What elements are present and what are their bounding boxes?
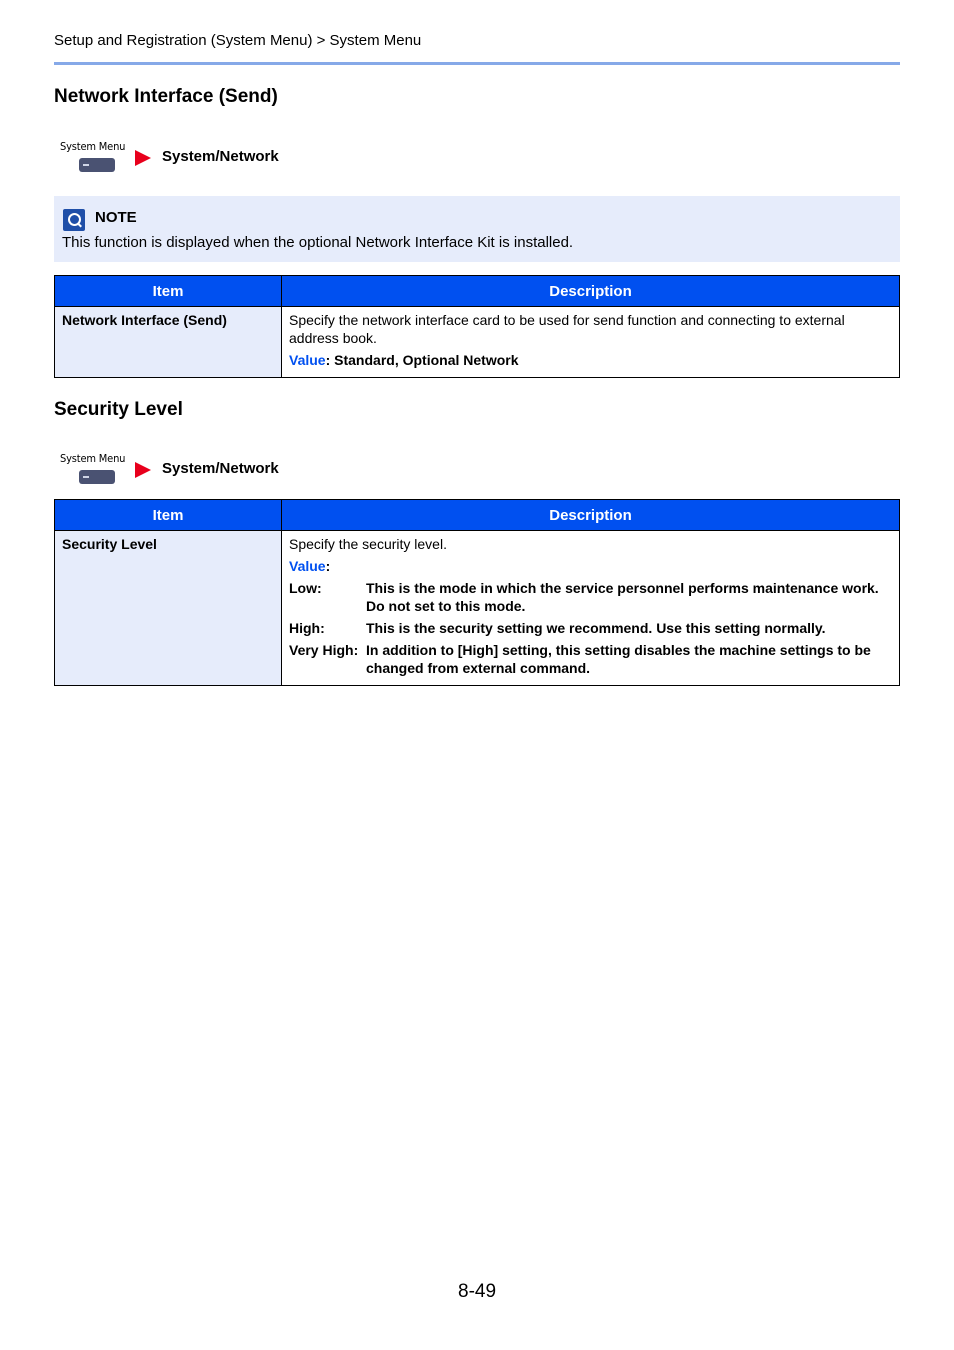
column-header-description: Description [282,276,900,307]
security-level-table [54,499,900,686]
option-key: Low: [289,580,322,596]
value-line [289,557,891,575]
description-text: Specify the network interface card to be used for send function and connecting to external address book. [289,312,845,346]
network-interface-table [54,275,900,378]
value-colon: : [325,558,331,574]
red-triangle-arrow-icon [135,150,151,166]
system-menu-key-label: System Menu [60,140,126,153]
option-low [289,579,891,615]
breadcrumb: Setup and Registration (System Menu) > System Menu [54,32,422,49]
description-cell [282,531,900,686]
value-label: Value [289,558,326,574]
menu-path-text: System/Network [162,460,279,477]
value-options: : Standard, Optional Network [325,352,519,368]
item-cell: Security Level [55,531,282,686]
column-header-item: Item [55,276,282,307]
note-text: This function is displayed when the optional Network Interface Kit is installed. [62,234,574,251]
section-title-security-level: Security Level [54,399,183,420]
table-header-row [55,276,900,307]
menu-path-network-interface [58,140,358,180]
option-key: High: [289,620,325,636]
column-header-item: Item [55,500,282,531]
value-line [289,351,891,369]
menu-path-text: System/Network [162,148,279,165]
note-box [54,196,900,262]
menu-path-security-level [58,452,358,492]
column-header-description: Description [282,500,900,531]
option-text: This is the security setting we recommend. Use this setting normally. [366,620,826,636]
note-magnifier-icon [63,209,85,231]
option-text: This is the mode in which the service personnel performs maintenance work. Do not set to this mode. [366,580,879,614]
table-row [55,307,900,378]
option-very-high [289,641,891,677]
option-text: In addition to [High] setting, this setting disables the machine settings to be changed from external command. [366,642,871,676]
header-rule [54,62,900,65]
system-menu-key-icon [79,470,115,484]
option-key: Very High: [289,642,359,658]
page-number: 8-49 [458,1281,497,1302]
system-menu-key-icon [79,158,115,172]
system-menu-key-label: System Menu [60,452,126,465]
value-label: Value [289,352,326,368]
option-high [289,619,891,637]
description-cell [282,307,900,378]
red-triangle-arrow-icon [135,462,151,478]
item-cell: Network Interface (Send) [55,307,282,378]
table-header-row [55,500,900,531]
note-title: NOTE [95,209,137,226]
table-row [55,531,900,686]
section-title-network-interface: Network Interface (Send) [54,86,278,107]
description-text: Specify the security level. [289,536,447,552]
